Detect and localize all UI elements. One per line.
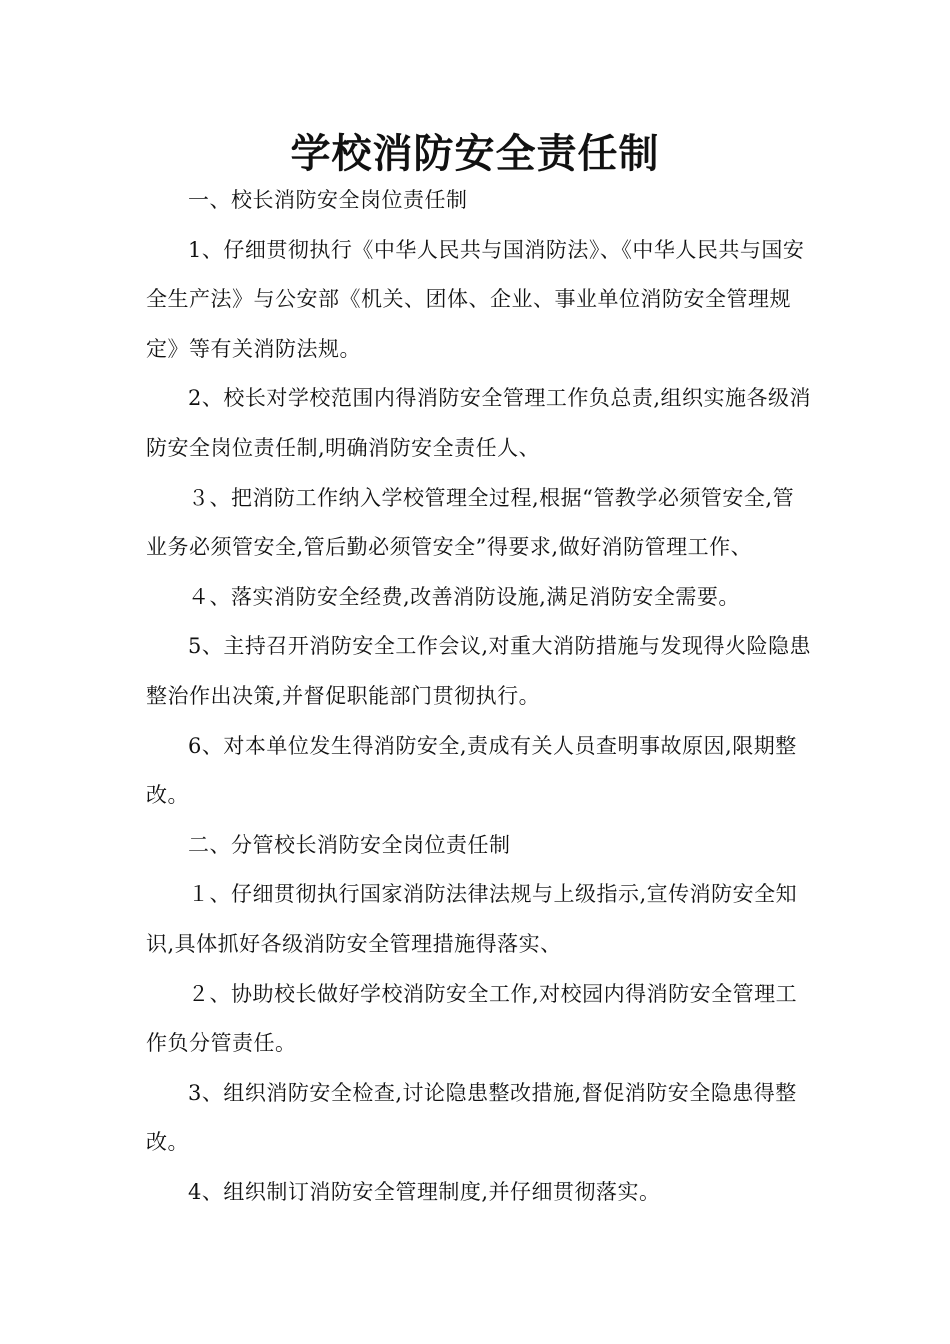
paragraph: 1、仔细贯彻执行《中华人民共与国消防法》、《中华人民共与国安全生产法》与公安部《机关、团体、企业、事业单位消防安全管理规定》等有关消防法规。 <box>146 237 805 361</box>
paragraph: 3、组织消防安全检查,讨论隐患整改措施,督促消防安全隐患得整改。 <box>146 1080 797 1155</box>
paragraph: １、仔细贯彻执行国家消防法律法规与上级指示,宣传消防安全知识,具体抓好各级消防安全管理措施得落实、 <box>146 882 798 956</box>
section-heading-2: 二、分管校长消防安全岗位责任制 <box>188 832 511 857</box>
paragraph: ４、落实消防安全经费,改善消防设施,满足消防安全需要。 <box>188 584 740 609</box>
paragraph: ３、把消防工作纳入学校管理全过程,根据“管教学必须管安全,管业务必须管安全,管后勤必须管安全”得要求,做好消防管理工作、 <box>146 485 795 560</box>
document-title: 学校消防安全责任制 <box>290 130 660 177</box>
section-heading-1: 一、校长消防安全岗位责任制 <box>188 188 468 212</box>
paragraph: 6、对本单位发生得消防安全,责成有关人员查明事故原因,限期整改。 <box>146 733 797 808</box>
paragraph: 2、校长对学校范围内得消防安全管理工作负总责,组织实施各级消防安全岗位责任制,明确消防安全责任人、 <box>146 386 812 460</box>
document-body <box>146 176 814 1217</box>
paragraph: 4、组织制订消防安全管理制度,并仔细贯彻落实。 <box>188 1179 661 1204</box>
paragraph: 5、主持召开消防安全工作会议,对重大消防措施与发现得火险隐患整治作出决策,并督促职能部门贯彻执行。 <box>146 634 812 708</box>
paragraph: ２、协助校长做好学校消防安全工作,对校园内得消防安全管理工作负分管责任。 <box>146 981 798 1056</box>
